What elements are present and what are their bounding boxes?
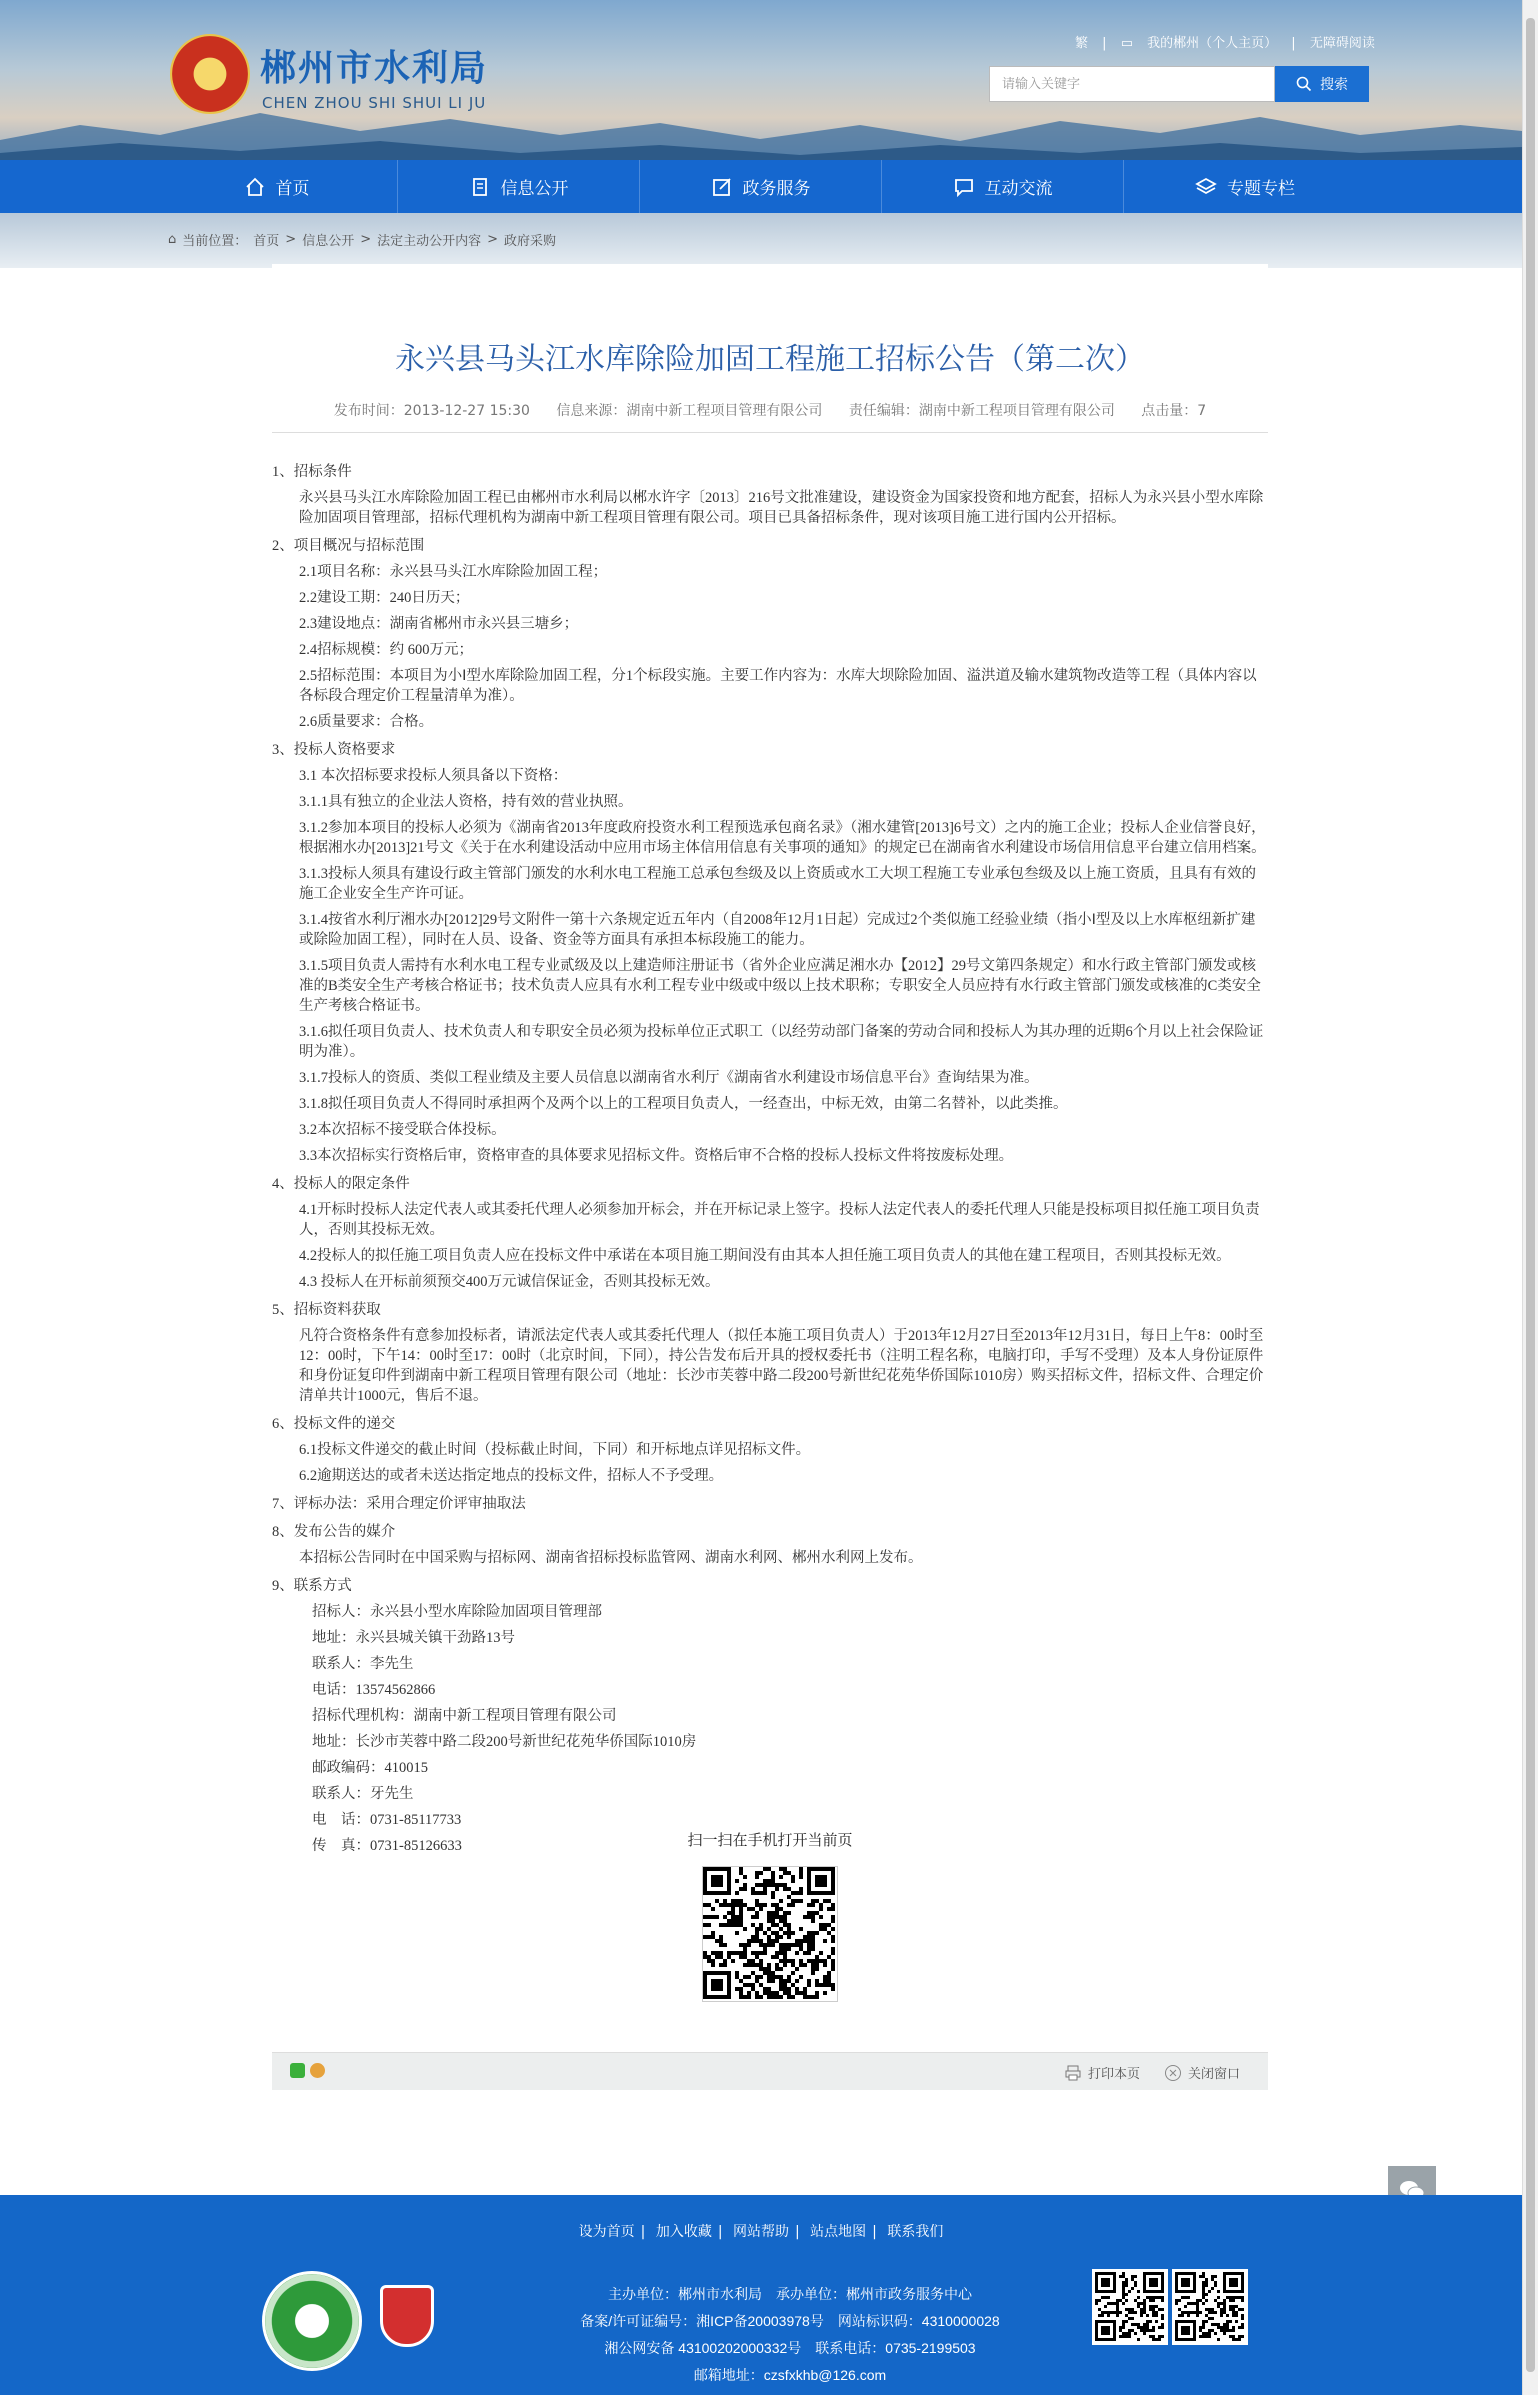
article-body <box>272 454 1268 1856</box>
article-meta <box>272 400 1268 420</box>
article-paragraph: 传 真：0731-85126633 <box>312 1838 462 1854</box>
article-paragraph: 2.2建设工期：240日历天； <box>299 590 470 606</box>
my-chenzhou-link[interactable]: 我的郴州（个人主页） <box>1147 36 1278 51</box>
article-paragraph: 凡符合资格条件有意参加投标者，请派法定代表人或其委托代理人（拟任本施工项目负责人）于2013年12月27日至2013年12月31日，每日上午8：00时至12：00时，下午14：00时至17：00时（北京时间，下同），持公告发布后开具的授权委托书（注明工程名称，电脑打印，手写不受理）及本人身份证原件和身份证复印件到湖南中新工程项目管理有限公司（地址：长沙市芙蓉中路二段200号新世纪花苑华侨国际1010房）购买招标文件，招标文件、合理定价清单共计1000元，售后不退。 <box>299 1328 1264 1404</box>
nav-special-topics[interactable] <box>1124 160 1366 213</box>
close-label: 关闭窗口 <box>1188 2067 1241 2082</box>
article-paragraph: 永兴县马头江水库除险加固工程已由郴州市水利局以郴水许字〔2013〕216号文批准建设，建设资金为国家投资和地方配套，招标人为永兴县小型水库除险加固项目管理部，招标代理机构为湖南中新工程项目管理有限公司。项目已具备招标条件，现对该项目施工进行国内公开招标。 <box>299 490 1264 526</box>
site-title[interactable]: 郴州市水利局 <box>260 48 489 89</box>
footer-link-sitemap[interactable]: 站点地图 <box>810 2224 867 2240</box>
header-banner <box>0 0 1522 268</box>
search-box <box>989 66 1369 102</box>
share-buttons <box>290 2063 325 2078</box>
qr-code <box>702 1866 838 2002</box>
footer-link-help[interactable]: 网站帮助 <box>733 2224 789 2240</box>
breadcrumb-prefix: 当前位置： <box>182 234 248 249</box>
chat-icon <box>953 176 975 198</box>
article-paragraph: 6.2逾期送达的或者未送达指定地点的投标文件，招标人不予受理。 <box>299 1468 724 1484</box>
qr-label: 扫一扫在手机打开当前页 <box>687 1832 853 1849</box>
article-paragraph: 3.1.6拟任项目负责人、技术负责人和专职安全员必须为投标单位正式职工（以经劳动部门备案的劳动合同和投标人为其办理的近期6个月以上社会保险证明为准）。 <box>299 1024 1264 1060</box>
article-paragraph: 6.1投标文件递交的截止时间（投标截止时间，下同）和开标地点详见招标文件。 <box>299 1442 811 1458</box>
print-button[interactable] <box>1064 2063 1140 2082</box>
site-subtitle: CHEN ZHOU SHI SHUI LI JU <box>262 94 487 112</box>
scrollbar[interactable] <box>1522 0 1538 2395</box>
top-links: 繁 | ▭ 我的郴州（个人主页） | 无障碍阅读 <box>1075 36 1375 51</box>
footer-link-contact[interactable]: 联系我们 <box>887 2224 944 2240</box>
nav-interaction-label: 互动交流 <box>984 179 1053 199</box>
national-emblem-logo[interactable] <box>170 34 250 114</box>
article <box>272 264 1268 2124</box>
article-paragraph: 邮政编码：410015 <box>312 1760 428 1776</box>
article-paragraph: 地址：永兴县城关镇干劲路13号 <box>312 1630 515 1646</box>
article-toolbar <box>272 2052 1268 2090</box>
civilization-badge[interactable] <box>262 2271 362 2371</box>
article-paragraph: 2.1项目名称：永兴县马头江水库除险加固工程； <box>299 564 608 580</box>
publish-time: 发布时间：2013-12-27 15:30 <box>333 403 530 419</box>
nav-home-label: 首页 <box>275 179 310 199</box>
footer-info <box>530 2281 1050 2389</box>
article-paragraph: 4.1开标时投标人法定代表人或其委托代理人必须参加开标会，并在开标记录上签字。投标人法定代表人的委托代理人只能是投标项目拟任施工项目负责人，否则其投标无效。 <box>299 1202 1260 1238</box>
article-paragraph: 4.3 投标人在开标前须预交400万元诚信保证金，否则其投标无效。 <box>299 1274 720 1290</box>
wechat-share-icon[interactable] <box>290 2063 305 2078</box>
article-paragraph: 3.1.3投标人须具有建设行政主管部门颁发的水利水电工程施工总承包叁级及以上资质或水工大坝工程施工专业承包叁级及以上施工资质，且具有有效的施工企业安全生产许可证。 <box>299 866 1256 902</box>
article-paragraph: 地址：长沙市芙蓉中路二段200号新世纪花苑华侨国际1010房 <box>312 1734 697 1750</box>
article-paragraph: 电话：13574562866 <box>312 1682 436 1698</box>
breadcrumb-procurement[interactable]: 政府采购 <box>504 234 557 249</box>
article-paragraph: 3.1.8拟任项目负责人不得同时承担两个及两个以上的工程项目负责人，一经查出，中标无效，由第二名替补，以此类推。 <box>299 1096 1068 1112</box>
home-icon <box>244 176 266 198</box>
section-heading: 9、联系方式 <box>272 1578 352 1594</box>
article-paragraph: 3.1 本次招标要求投标人须具备以下资格： <box>299 768 568 784</box>
qr-section <box>272 1829 1268 2002</box>
article-paragraph: 招标代理机构：湖南中新工程项目管理有限公司 <box>312 1708 617 1724</box>
home-icon: ⌂ <box>168 232 177 247</box>
view-count: 点击量：7 <box>1141 403 1207 419</box>
article-paragraph: 3.1.1具有独立的企业法人资格，持有效的营业执照。 <box>299 794 633 810</box>
editor: 责任编辑：湖南中新工程项目管理有限公司 <box>848 403 1115 419</box>
nav-home[interactable] <box>156 160 398 213</box>
article-paragraph: 招标人：永兴县小型水库除险加固项目管理部 <box>312 1604 602 1620</box>
article-paragraph: 3.1.4按省水利厅湘水办[2012]29号文附件一第十六条规定近五年内（自2008年12月1日起）完成过2个类似施工经验业绩（指小Ⅰ型及以上水库枢纽新扩建或除险加固工程），同时在人员、设备、资金等方面具有承担本标段施工的能力。 <box>299 912 1256 948</box>
nav-government-services[interactable] <box>640 160 882 213</box>
article-paragraph: 本招标公告同时在中国采购与招标网、湖南省招标投标监管网、湖南水利网、郴州水利网上发布。 <box>299 1550 923 1566</box>
layers-icon <box>1195 176 1217 198</box>
search-button-label: 搜索 <box>1320 77 1348 93</box>
government-error-badge[interactable] <box>380 2285 434 2347</box>
footer-links: 设为首页 | 加入收藏 | 网站帮助 | 站点地图 | 联系我们 <box>578 2224 944 2240</box>
section-heading: 8、发布公告的媒介 <box>272 1524 396 1540</box>
breadcrumb-statutory[interactable]: 法定主动公开内容 <box>377 234 482 249</box>
nav-info-disclosure[interactable] <box>398 160 640 213</box>
breadcrumb-home[interactable]: 首页 <box>253 234 280 249</box>
section-heading: 4、投标人的限定条件 <box>272 1176 410 1192</box>
nav-info-label: 信息公开 <box>500 179 569 199</box>
section-heading: 3、投标人资格要求 <box>272 742 396 758</box>
close-icon <box>1164 2064 1182 2082</box>
scrollbar-thumb[interactable] <box>1526 18 1535 2372</box>
article-paragraph: 2.6质量要求：合格。 <box>299 714 434 730</box>
monitor-icon: ▭ <box>1120 36 1133 51</box>
traditional-chinese-link[interactable]: 繁 <box>1075 36 1089 51</box>
search-icon <box>1296 76 1312 92</box>
footer-sponsor: 主办单位：郴州市水利局 承办单位：郴州市政务服务中心 <box>608 2286 972 2302</box>
printer-icon <box>1064 2064 1082 2082</box>
edit-icon <box>711 176 733 198</box>
section-heading: 7、评标办法：采用合理定价评审抽取法 <box>272 1496 526 1512</box>
section-heading: 6、投标文件的递交 <box>272 1416 396 1432</box>
nav-services-label: 政务服务 <box>742 179 811 199</box>
footer-police-record[interactable]: 湘公网安备 43100202000332号 联系电话：0735-2199503 <box>604 2340 976 2356</box>
article-paragraph: 2.3建设地点：湖南省郴州市永兴县三塘乡； <box>299 616 579 632</box>
article-paragraph: 3.1.7投标人的资质、类似工程业绩及主要人员信息以湖南省水利厅《湖南省水利建设市场信息平台》查询结果为准。 <box>299 1070 1039 1086</box>
footer <box>0 2195 1522 2395</box>
document-icon <box>469 176 491 198</box>
footer-icp[interactable]: 备案/许可证编号：湘ICP备20003978号 网站标识码：4310000028 <box>580 2313 1000 2329</box>
footer-qr-code-1 <box>1092 2269 1168 2345</box>
info-source: 信息来源：湖南中新工程项目管理有限公司 <box>556 403 823 419</box>
nav-topics-label: 专题专栏 <box>1227 179 1295 199</box>
article-paragraph: 3.2本次招标不接受联合体投标。 <box>299 1122 506 1138</box>
divider <box>272 432 1268 433</box>
section-heading: 2、项目概况与招标范围 <box>272 538 425 554</box>
article-paragraph: 2.5招标范围：本项目为小Ⅰ型水库除险加固工程，分1个标段实施。主要工作内容为：水库大坝除险加固、溢洪道及输水建筑物改造等工程（具体内容以各标段合理定价工程量清单为准）。 <box>299 668 1257 704</box>
footer-link-homepage[interactable]: 设为首页 <box>578 2224 635 2240</box>
article-paragraph: 4.2投标人的拟任施工项目负责人应在投标文件中承诺在本项目施工期间没有由其本人担任施工项目负责人的其他在建工程项目，否则其投标无效。 <box>299 1248 1231 1264</box>
section-heading: 5、招标资料获取 <box>272 1302 381 1318</box>
nav-interaction[interactable] <box>882 160 1124 213</box>
article-paragraph: 3.1.2参加本项目的投标人必须为《湖南省2013年度政府投资水利工程预选承包商名录》（湘水建管[2013]6号文）之内的施工企业；投标人企业信誉良好，根据湘水办[2013]21号文《关于在水利建设活动中应用市场主体信用信息有关事项的通知》的规定已在湖南省水利建设市场信用信息平台建立信用档案。 <box>299 820 1266 856</box>
accessibility-link[interactable]: 无障碍阅读 <box>1309 36 1375 51</box>
section-heading: 1、招标条件 <box>272 464 352 480</box>
weibo-share-icon[interactable] <box>310 2063 325 2078</box>
footer-link-favorite[interactable]: 加入收藏 <box>655 2224 712 2240</box>
print-label: 打印本页 <box>1088 2067 1141 2082</box>
article-paragraph: 3.3本次招标实行资格后审，资格审查的具体要求见招标文件。资格后审不合格的投标人投标文件将按废标处理。 <box>299 1148 1014 1164</box>
search-input[interactable]: 请输入关键字 <box>989 66 1275 102</box>
main-nav <box>0 160 1522 213</box>
article-title: 永兴县马头江水库除险加固工程施工招标公告（第二次） <box>395 343 1145 376</box>
article-paragraph: 联系人：牙先生 <box>312 1786 414 1802</box>
article-paragraph: 电 话：0731-85117733 <box>312 1812 462 1828</box>
footer-qr-code-2 <box>1172 2269 1248 2345</box>
article-paragraph: 联系人：李先生 <box>312 1656 414 1672</box>
breadcrumb-info[interactable]: 信息公开 <box>302 234 355 249</box>
article-paragraph: 2.4招标规模：约 600万元； <box>299 642 473 658</box>
article-paragraph: 3.1.5项目负责人需持有水利水电工程专业贰级及以上建造师注册证书（省外企业应满足湘水办【2012】29号文第四条规定）和水行政主管部门颁发或核准的B类安全生产考核合格证书；技术负责人应具有水利工程专业中级或中级以上技术职称；专职安全人员应持有水行政主管部门颁发或核准的C类安全生产考核合格证书。 <box>299 958 1261 1014</box>
footer-email: 邮箱地址：czsfxkhb@126.com <box>693 2367 887 2383</box>
breadcrumb: ⌂ 当前位置： 首页 > 信息公开 > 法定主动公开内容 > 政府采购 <box>168 232 557 249</box>
search-button[interactable] <box>1275 66 1369 102</box>
close-window-button[interactable] <box>1164 2063 1240 2082</box>
